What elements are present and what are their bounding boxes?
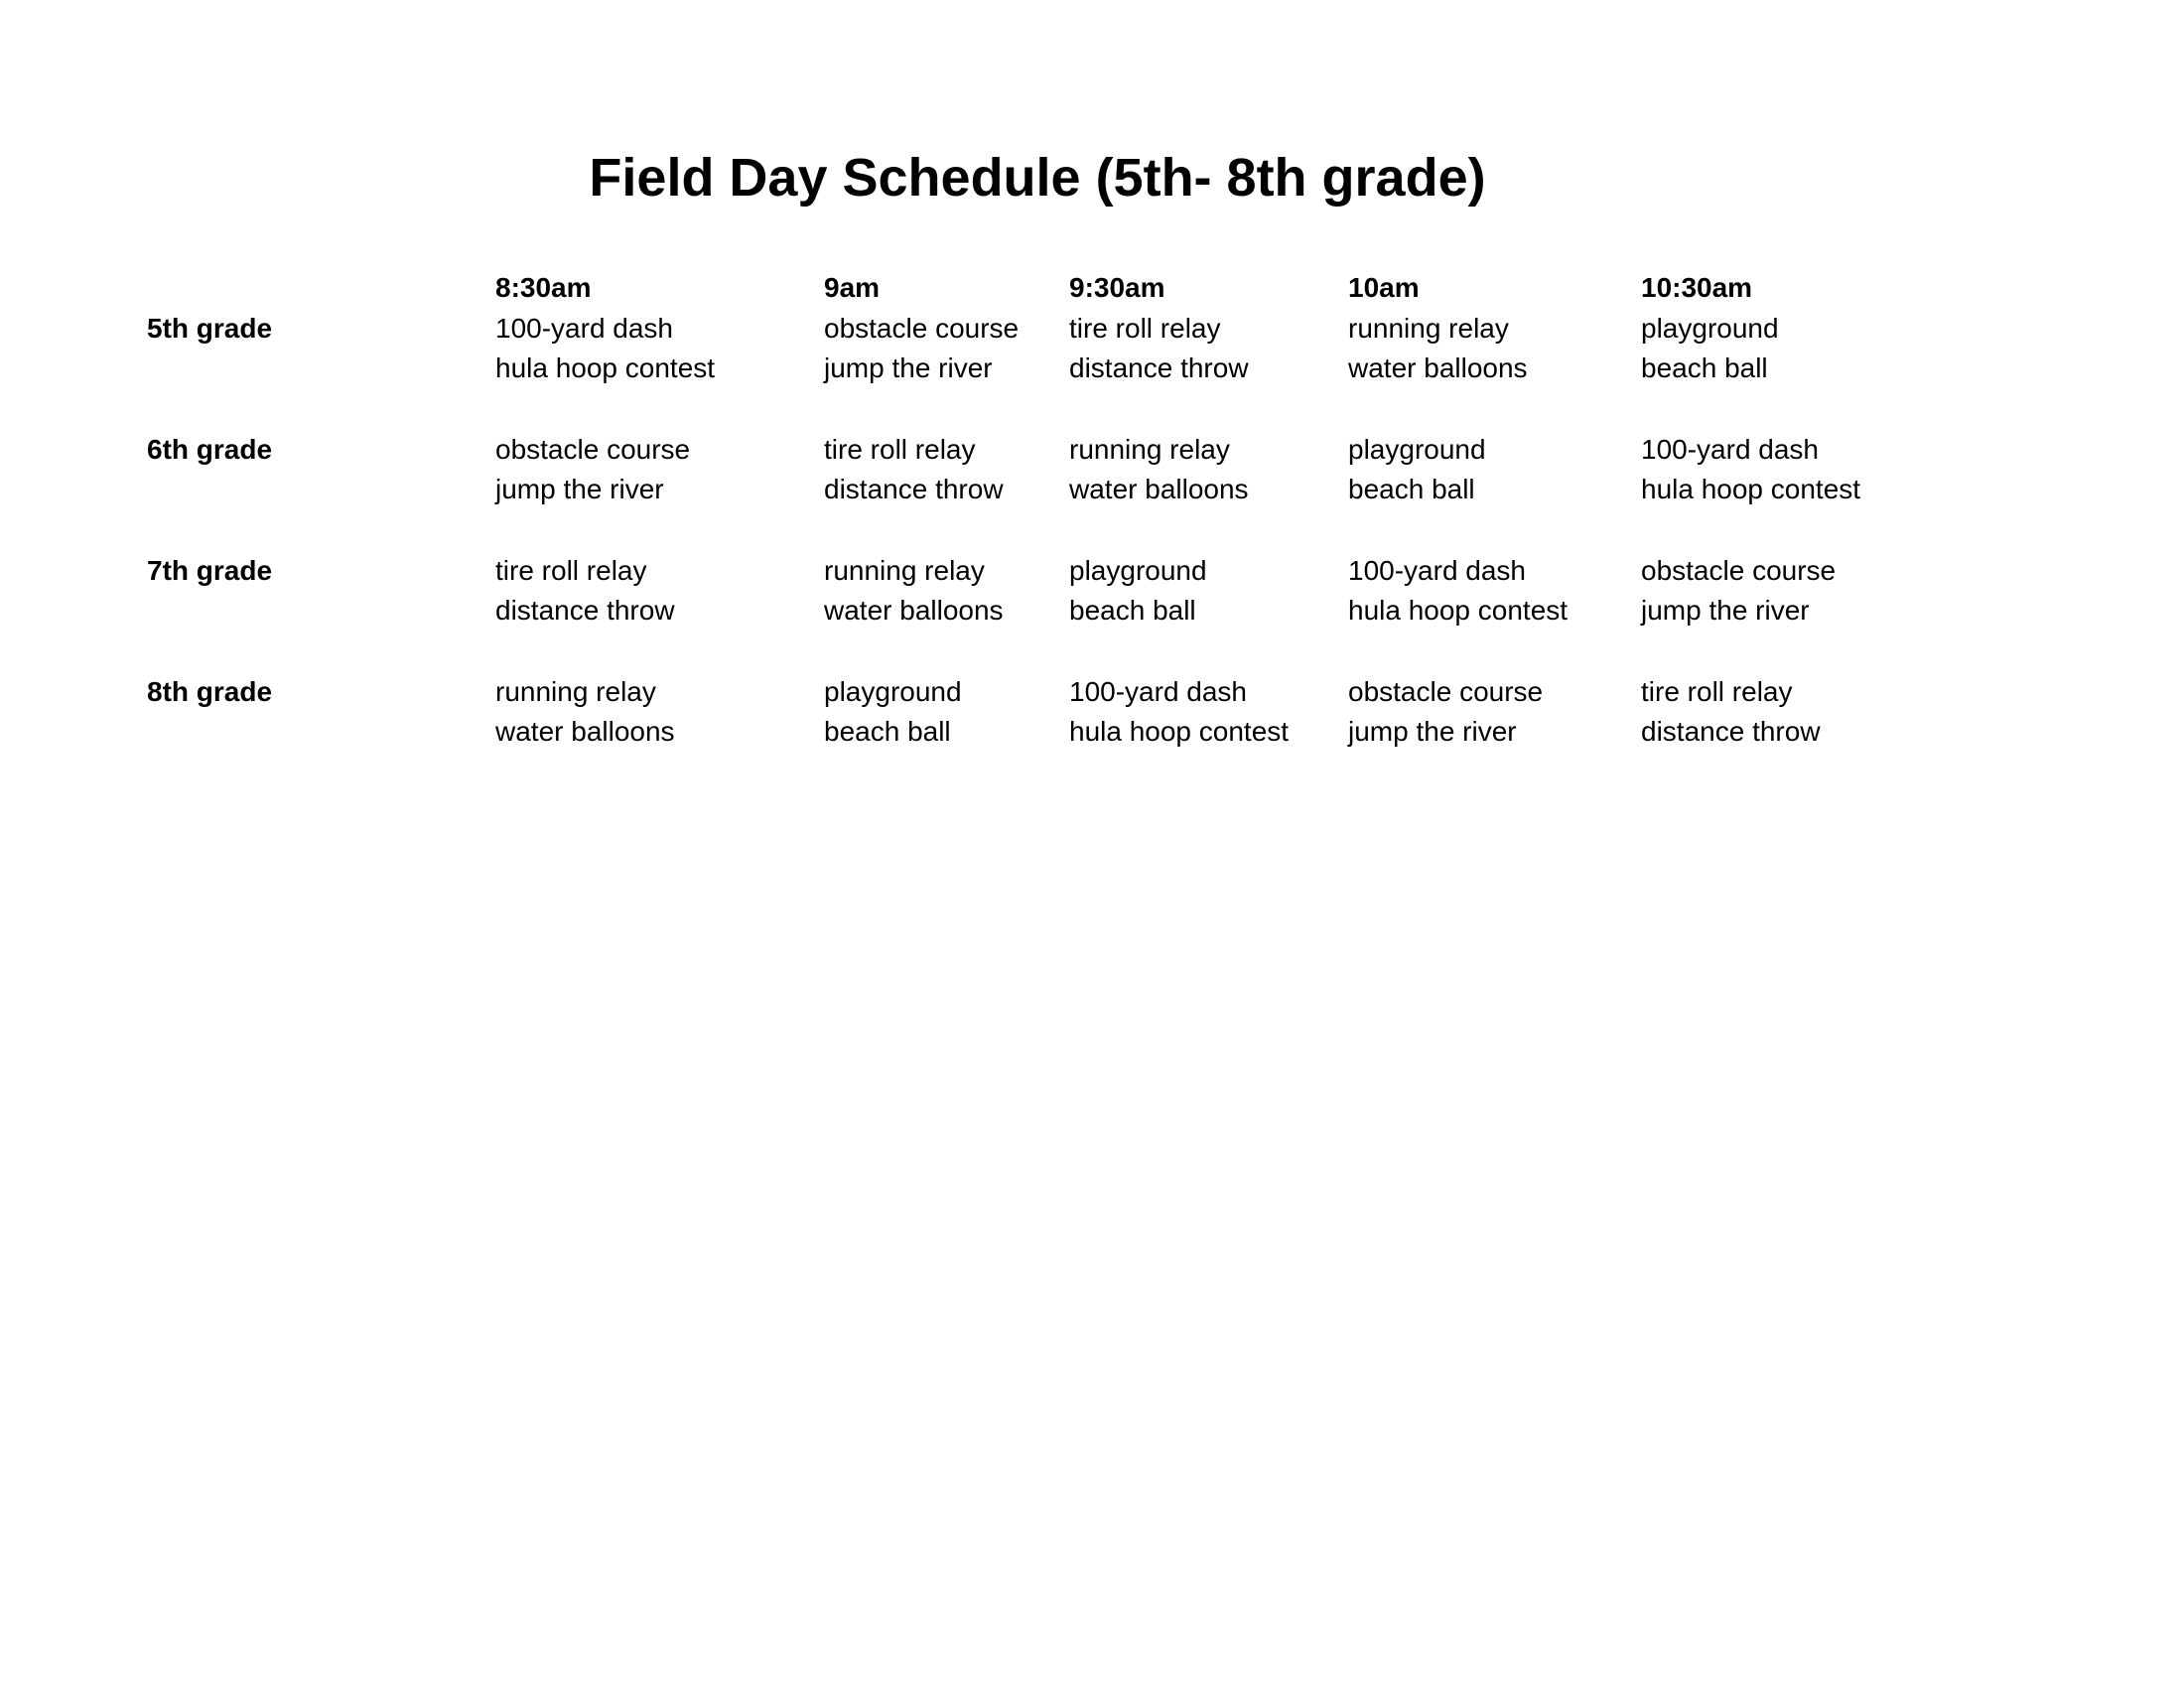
activity-line: tire roll relay xyxy=(495,555,647,586)
activity-cell xyxy=(1069,551,1207,631)
activity-line: running relay xyxy=(1069,434,1230,465)
activity-cell xyxy=(824,430,1004,509)
activity-line: playground xyxy=(1069,555,1207,586)
time-header-4: 10am xyxy=(1348,272,1420,303)
activity-line: obstacle course xyxy=(1348,676,1544,707)
time-header-1: 8:30am xyxy=(495,272,592,303)
activity-line: obstacle course xyxy=(1641,555,1837,586)
time-header-3: 9:30am xyxy=(1069,272,1165,303)
activity-cell xyxy=(495,309,715,388)
grade-label: 8th grade xyxy=(147,676,273,707)
activity-cell xyxy=(1069,430,1249,509)
activity-line: playground xyxy=(1641,313,1779,344)
activity-line: obstacle course xyxy=(824,313,1020,344)
activity-line: distance throw xyxy=(495,595,675,626)
activity-cell xyxy=(1069,309,1249,388)
activity-cell xyxy=(1348,672,1543,752)
activity-cell xyxy=(824,551,1004,631)
activity-line: hula hoop contest xyxy=(1641,474,1861,504)
activity-line: running relay xyxy=(1348,313,1509,344)
time-header-2: 9am xyxy=(824,272,881,303)
activity-line: obstacle course xyxy=(495,434,691,465)
activity-line: beach ball xyxy=(824,716,951,747)
activity-cell xyxy=(1069,672,1289,752)
grade-label: 7th grade xyxy=(147,555,273,586)
activity-line: hula hoop contest xyxy=(1069,716,1290,747)
activity-line: jump the river xyxy=(1641,595,1810,626)
activity-line: water balloons xyxy=(824,595,1004,626)
activity-line: tire roll relay xyxy=(824,434,976,465)
activity-cell xyxy=(495,430,690,509)
activity-line: beach ball xyxy=(1641,352,1768,383)
activity-cell xyxy=(1348,430,1486,509)
activity-line: jump the river xyxy=(1348,716,1517,747)
activity-line: distance throw xyxy=(1641,716,1821,747)
page-title: Field Day Schedule (5th- 8th grade) xyxy=(589,148,1486,208)
activity-line: jump the river xyxy=(824,352,993,383)
activity-cell xyxy=(1641,309,1779,388)
activity-line: tire roll relay xyxy=(1069,313,1221,344)
activity-line: distance throw xyxy=(824,474,1004,504)
activity-line: playground xyxy=(1348,434,1486,465)
time-header-5: 10:30am xyxy=(1641,272,1753,303)
activity-line: 100-yard dash xyxy=(1348,555,1527,586)
activity-cell xyxy=(495,551,675,631)
activity-line: water balloons xyxy=(1069,474,1249,504)
activity-line: beach ball xyxy=(1069,595,1196,626)
activity-line: running relay xyxy=(495,676,656,707)
activity-cell xyxy=(824,672,962,752)
activity-line: beach ball xyxy=(1348,474,1475,504)
activity-line: distance throw xyxy=(1069,352,1249,383)
activity-cell xyxy=(1348,551,1568,631)
activity-cell xyxy=(1348,309,1528,388)
activity-line: 100-yard dash xyxy=(1641,434,1820,465)
grade-label: 5th grade xyxy=(147,313,273,344)
activity-cell xyxy=(824,309,1019,388)
activity-line: running relay xyxy=(824,555,985,586)
activity-line: 100-yard dash xyxy=(1069,676,1248,707)
activity-line: hula hoop contest xyxy=(495,352,716,383)
activity-line: water balloons xyxy=(495,716,675,747)
activity-line: water balloons xyxy=(1348,352,1528,383)
activity-cell xyxy=(495,672,675,752)
activity-cell xyxy=(1641,551,1836,631)
activity-cell xyxy=(1641,430,1860,509)
activity-line: jump the river xyxy=(495,474,664,504)
activity-line: 100-yard dash xyxy=(495,313,674,344)
grade-label: 6th grade xyxy=(147,434,273,465)
activity-line: tire roll relay xyxy=(1641,676,1793,707)
activity-line: hula hoop contest xyxy=(1348,595,1569,626)
activity-line: playground xyxy=(824,676,962,707)
activity-cell xyxy=(1641,672,1821,752)
